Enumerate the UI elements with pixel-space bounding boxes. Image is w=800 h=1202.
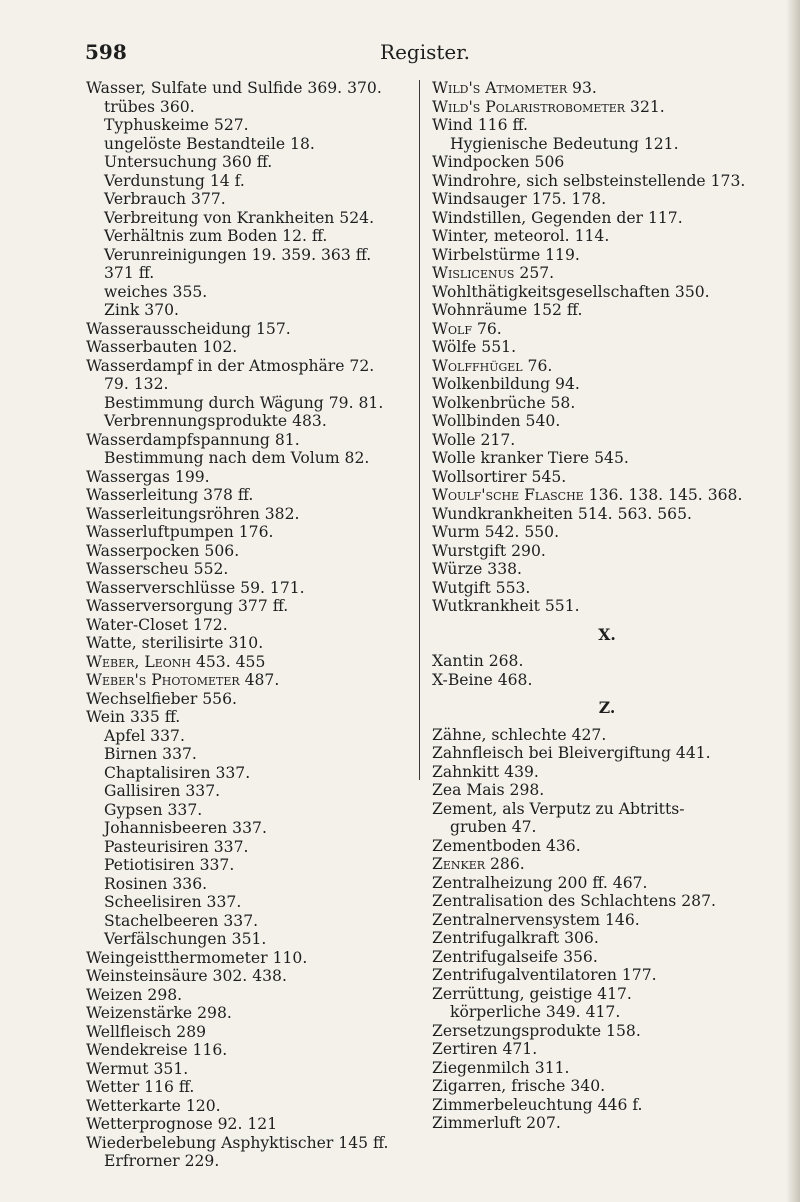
letter-heading: X. [598, 624, 616, 644]
index-subentry: Verbrennungsprodukte 483. [104, 412, 327, 430]
index-entry: Weizenstärke 298. [86, 1004, 232, 1022]
index-entry: Windrohre, sich selbsteinstellende 173. [432, 171, 746, 190]
index-entry: Zimmerluft 207. [432, 1114, 561, 1132]
index-entry: Zigarren, frische 340. [432, 1077, 606, 1095]
index-entry: Zahnkitt 439. [432, 762, 539, 781]
index-entry: Wind 116 ff. [432, 116, 528, 134]
index-entry: Zimmerbeleuchtung 446 f. [432, 1095, 643, 1114]
index-subentry: 371 ff. [104, 264, 155, 282]
index-subentry: Verunreinigungen 19. 359. 363 ff. [104, 245, 372, 264]
index-column-left [86, 79, 408, 1171]
index-subentry: Pasteurisiren 337. [104, 837, 249, 856]
letter-heading: Z. [598, 698, 616, 717]
index-subentry: Hygienische Bedeutung 121. [450, 134, 679, 153]
index-subentry: Verbreitung von Krankheiten 524. [104, 208, 375, 227]
index-entry: Wohnräume 152 ff. [432, 301, 583, 319]
index-subentry: Erfrorner 229. [104, 1152, 220, 1170]
index-subentry: Stachelbeeren 337. [104, 911, 259, 930]
index-subentry: Chaptalisiren 337. [104, 763, 251, 782]
index-entry: Wollbinden 540. [432, 412, 561, 430]
index-subentry: körperliche 349. 417. [450, 1003, 621, 1021]
index-entry: Winter, meteorol. 114. [432, 227, 610, 245]
index-entry: Xantin 268. [432, 652, 524, 670]
index-entry: Wundkrankheiten 514. 563. 565. [432, 504, 692, 523]
index-entry: Windpocken 506 [432, 153, 565, 171]
index-entry: Zentrifugalkraft 306. [432, 929, 599, 947]
index-subentry: Verbrauch 377. [104, 190, 226, 208]
index-subentry: Petiotisiren 337. [104, 856, 235, 874]
index-entry: Zement, als Verputz zu Abtritts- [432, 799, 685, 818]
index-entry: Wasserdampf in der Atmosphäre 72. [86, 356, 375, 375]
index-subentry: Bestimmung durch Wägung 79. 81. [104, 393, 384, 412]
index-entry: Wild's Polaristrobometer 321. [432, 97, 665, 116]
index-entry: Wellfleisch 289 [86, 1022, 207, 1041]
index-entry: Wasserscheu 552. [86, 560, 229, 578]
index-subentry: Bestimmung nach dem Volum 82. [104, 449, 370, 467]
index-entry: Wolkenbrüche 58. [432, 393, 576, 412]
index-entry: Watte, sterilisirte 310. [86, 634, 264, 652]
index-entry: Wein 335 ff. [86, 708, 181, 726]
index-entry: Zähne, schlechte 427. [432, 725, 607, 744]
index-subentry: Gypsen 337. [104, 800, 203, 819]
index-entry: Wasserleitungsröhren 382. [86, 504, 300, 523]
index-subentry: Verfälschungen 351. [104, 930, 267, 948]
index-entry: Wiederbelebung Asphyktischer 145 ff. [86, 1133, 389, 1152]
page-number: 598 [85, 40, 127, 64]
index-subentry: trübes 360. [104, 97, 195, 116]
index-entry: Wetter 116 ff. [86, 1078, 195, 1096]
index-entry: Wasserleitung 378 ff. [86, 486, 254, 504]
page-header [85, 40, 765, 68]
index-entry: Wasserversorgung 377 ff. [86, 597, 289, 615]
index-entry: Wurm 542. 550. [432, 523, 560, 541]
index-entry: Wasserluftpumpen 176. [86, 523, 274, 541]
index-subentry: Gallisiren 337. [104, 782, 221, 800]
index-entry: Wutkrankheit 551. [432, 597, 580, 615]
index-subentry: Verhältnis zum Boden 12. ff. [104, 227, 328, 245]
index-entry: Wollsortirer 545. [432, 467, 567, 486]
index-entry: Wermut 351. [86, 1059, 189, 1078]
index-entry: Zementboden 436. [432, 836, 581, 855]
index-entry: Wetterkarte 120. [86, 1096, 221, 1115]
index-entry: Weingeistthermometer 110. [86, 948, 308, 967]
index-subentry: gruben 47. [450, 818, 537, 836]
index-subentry: Typhuskeime 527. [104, 116, 249, 134]
index-entry: Wölfe 551. [432, 338, 517, 356]
index-subentry: weiches 355. [104, 282, 208, 301]
index-entry: Weber's Photometer 487. [86, 671, 280, 689]
index-entry: Windsauger 175. 178. [432, 190, 607, 208]
index-entry: Weber, Leonh 453. 455 [86, 652, 266, 671]
index-entry: Zentralheizung 200 ff. 467. [432, 873, 648, 892]
index-entry: Weinsteinsäure 302. 438. [86, 967, 287, 985]
index-entry: Zentralnervensystem 146. [432, 910, 640, 929]
index-entry: Wasser, Sulfate und Sulfide 369. 370. [86, 79, 382, 97]
index-entry: Wassergas 199. [86, 467, 210, 486]
page-edge-shadow [786, 0, 800, 1202]
index-entry: Wendekreise 116. [86, 1041, 228, 1059]
index-subentry: Verdunstung 14 f. [104, 171, 245, 190]
column-divider [419, 80, 420, 780]
index-entry: Zentrifugalventilatoren 177. [432, 966, 657, 984]
index-entry: Wetterprognose 92. 121 [86, 1115, 278, 1133]
index-entry: Wild's Atmometer 93. [432, 79, 597, 97]
index-entry: Wolle 217. [432, 430, 516, 449]
index-entry: Zerrüttung, geistige 417. [432, 984, 632, 1003]
index-entry: Ziegenmilch 311. [432, 1058, 570, 1077]
index-subentry: Apfel 337. [104, 726, 185, 745]
index-entry: Weizen 298. [86, 985, 183, 1004]
index-entry: Zertiren 471. [432, 1040, 538, 1058]
index-entry: Zentralisation des Schlachtens 287. [432, 892, 716, 910]
index-entry: Woulf'sche Flasche 136. 138. 145. 368. [432, 486, 743, 504]
index-entry: Wutgift 553. [432, 578, 531, 597]
index-subentry: Birnen 337. [104, 745, 197, 763]
index-entry-continuation: 79. 132. [104, 375, 169, 393]
index-entry: Zentrifugalseife 356. [432, 947, 598, 966]
index-entry: X-Beine 468. [432, 670, 533, 689]
index-entry: Wirbelstürme 119. [432, 245, 580, 264]
index-entry: Wolf 76. [432, 319, 502, 338]
index-column-right [432, 79, 782, 1133]
index-entry: Wasserpocken 506. [86, 541, 240, 560]
index-entry: Wislicenus 257. [432, 264, 555, 282]
index-subentry: ungelöste Bestandteile 18. [104, 134, 315, 153]
index-entry: Wasserdampfspannung 81. [86, 430, 300, 449]
index-entry: Wolkenbildung 94. [432, 375, 580, 393]
index-entry: Wolle kranker Tiere 545. [432, 449, 629, 467]
index-subentry: Untersuchung 360 ff. [104, 153, 273, 171]
index-subentry: Zink 370. [104, 301, 179, 319]
index-subentry: Johannisbeeren 337. [104, 819, 267, 837]
index-entry: Wurstgift 290. [432, 541, 546, 560]
index-entry: Windstillen, Gegenden der 117. [432, 208, 683, 227]
index-entry: Zea Mais 298. [432, 781, 545, 799]
index-subentry: Scheelisiren 337. [104, 893, 242, 911]
index-entry: Wohlthätigkeitsgesellschaften 350. [432, 282, 710, 301]
index-entry: Wolffhügel 76. [432, 356, 553, 375]
index-entry: Würze 338. [432, 560, 523, 578]
page-title: Register. [380, 40, 470, 64]
index-entry: Zenker 286. [432, 855, 525, 873]
index-entry: Water-Closet 172. [86, 615, 228, 634]
index-entry: Wasserausscheidung 157. [86, 319, 291, 338]
index-entry: Wechselfieber 556. [86, 689, 237, 708]
index-entry: Wasserbauten 102. [86, 338, 238, 356]
index-entry: Wasserverschlüsse 59. 171. [86, 578, 305, 597]
index-subentry: Rosinen 336. [104, 874, 208, 893]
index-entry: Zersetzungsprodukte 158. [432, 1021, 641, 1040]
index-entry: Zahnfleisch bei Bleivergiftung 441. [432, 744, 711, 762]
